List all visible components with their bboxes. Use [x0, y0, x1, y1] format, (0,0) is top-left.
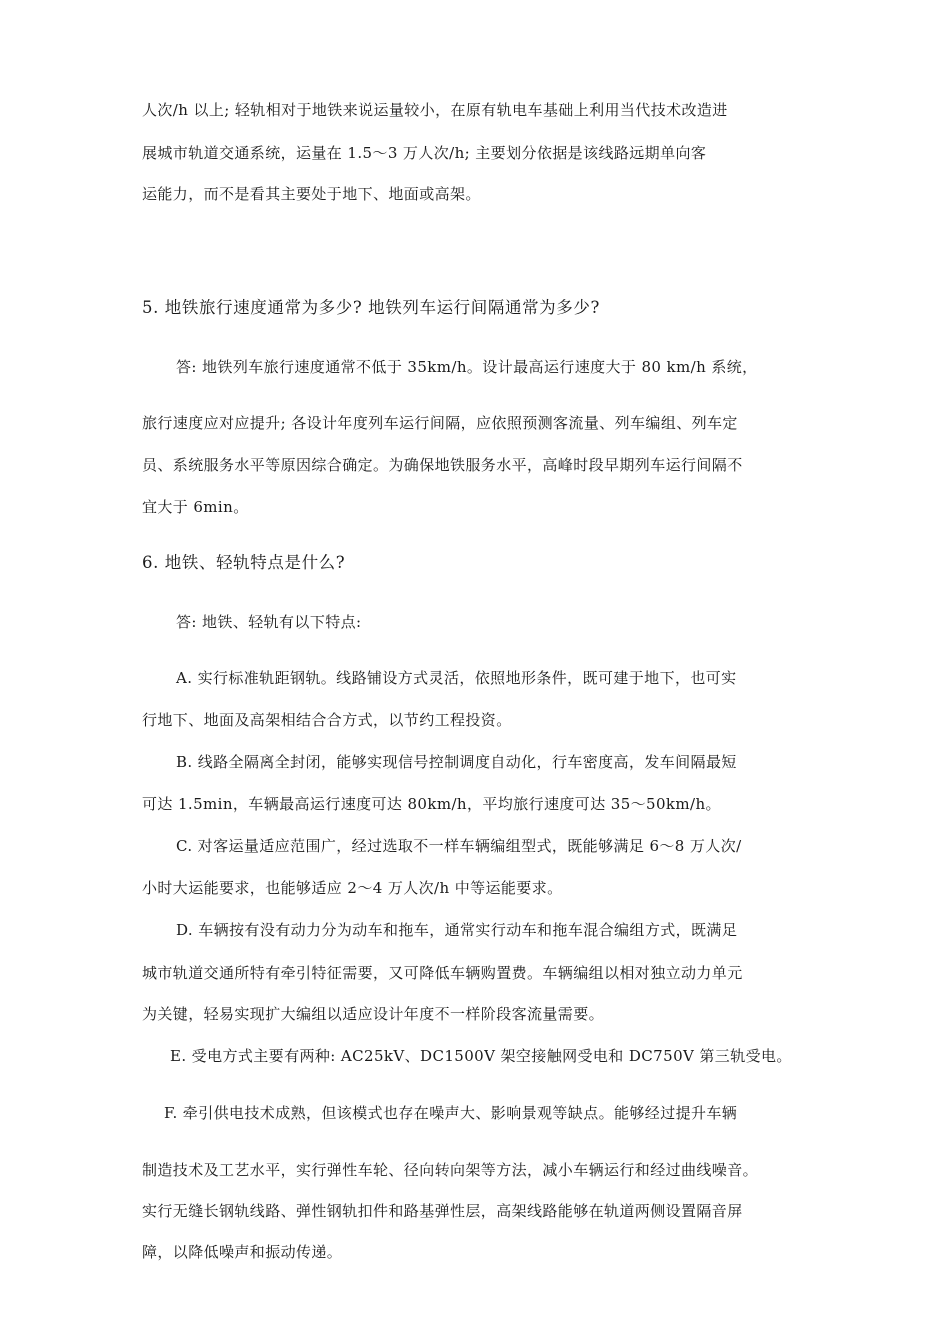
point-f-line-3: 实行无缝长钢轨线路、弹性钢轨扣件和路基弹性层，高架线路能够在轨道两侧设置隔音屏	[142, 1202, 743, 1220]
question-6-heading: 6. 地铁、轻轨特点是什么?	[142, 553, 346, 572]
point-b-line-2: 可达 1.5min，车辆最高运行速度可达 80km/h，平均旅行速度可达 35～50km/h。	[142, 795, 721, 813]
point-a-line-1: A. 实行标准轨距钢轨。线路铺设方式灵活，依照地形条件，既可建于地下，也可实	[176, 669, 737, 687]
point-d-line-1: D. 车辆按有没有动力分为动车和拖车，通常实行动车和拖车混合编组方式，既满足	[176, 921, 738, 939]
point-f-line-1: F. 牵引供电技术成熟，但该模式也存在噪声大、影响景观等缺点。能够经过提升车辆	[164, 1104, 738, 1122]
point-d-line-3: 为关键，轻易实现扩大编组以适应设计年度不一样阶段客流量需要。	[142, 1005, 605, 1023]
q5-answer-line-2: 旅行速度应对应提升; 各设计年度列车运行间隔，应依照预测客流量、列车编组、列车定	[142, 414, 738, 432]
point-b-line-1: B. 线路全隔离全封闭，能够实现信号控制调度自动化，行车密度高，发车间隔最短	[176, 753, 737, 771]
q6-answer-intro: 答: 地铁、轻轨有以下特点:	[176, 613, 362, 631]
point-d-line-2: 城市轨道交通所特有牵引特征需要，又可降低车辆购置费。车辆编组以相对独立动力单元	[142, 964, 743, 982]
intro-line-2: 展城市轨道交通系统，运量在 1.5～3 万人次/h; 主要划分依据是该线路远期单向客	[142, 144, 707, 162]
point-f-line-4: 障，以降低噪声和振动传递。	[142, 1243, 343, 1261]
question-5-heading: 5. 地铁旅行速度通常为多少? 地铁列车运行间隔通常为多少?	[142, 298, 600, 317]
point-f-line-2: 制造技术及工艺水平，实行弹性车轮、径向转向架等方法，减小车辆运行和经过曲线噪音。	[142, 1161, 759, 1179]
q5-answer-line-1: 答: 地铁列车旅行速度通常不低于 35km/h。设计最高运行速度大于 80 km/h 系统，	[176, 358, 758, 376]
point-e-line-1: E. 受电方式主要有两种: AC25kV、DC1500V 架空接触网受电和 DC750V 第三轨受电。	[170, 1047, 792, 1065]
q5-answer-line-3: 员、系统服务水平等原因综合确定。为确保地铁服务水平，高峰时段早期列车运行间隔不	[142, 456, 743, 474]
intro-line-1: 人次/h 以上; 轻轨相对于地铁来说运量较小，在原有轨电车基础上利用当代技术改造进	[142, 101, 728, 119]
point-c-line-1: C. 对客运量适应范围广，经过选取不一样车辆编组型式，既能够满足 6～8 万人次/	[176, 837, 742, 855]
point-c-line-2: 小时大运能要求，也能够适应 2～4 万人次/h 中等运能要求。	[142, 879, 563, 897]
intro-line-3: 运能力，而不是看其主要处于地下、地面或高架。	[142, 185, 481, 203]
point-a-line-2: 行地下、地面及高架相结合合方式，以节约工程投资。	[142, 711, 512, 729]
q5-answer-line-4: 宜大于 6min。	[142, 498, 249, 516]
